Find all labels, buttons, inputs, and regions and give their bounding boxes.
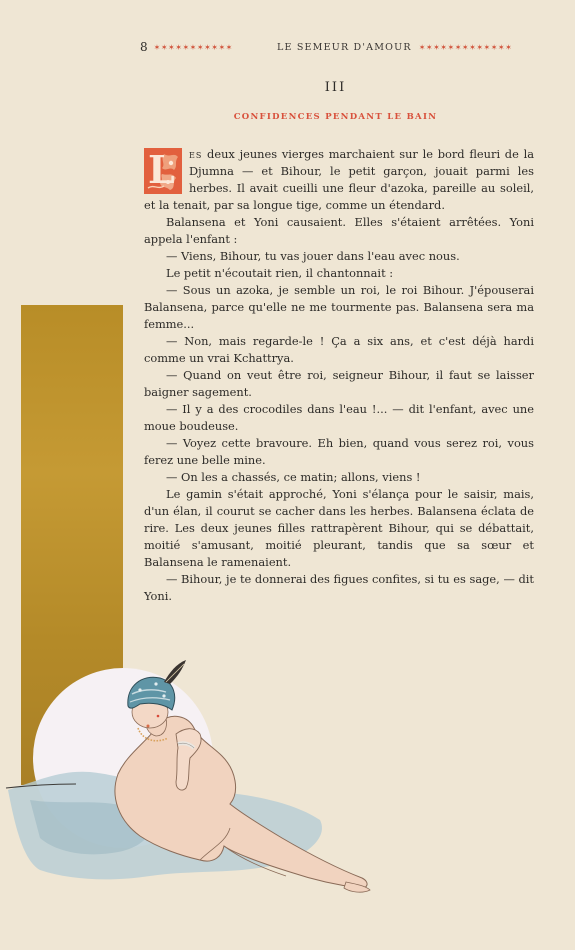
paragraph-9: — Voyez cette bravoure. Eh bien, quand vous serez roi, vous ferez une belle mine. — [144, 436, 534, 467]
ornament-left: ✶✶✶✶✶✶✶✶✶✶✶ — [153, 42, 233, 52]
paragraph-8: — Il y a des crocodiles dans l'eau !... — dit l'enfant, avec une moue boudeuse. — [144, 402, 534, 433]
page-number: 8 — [140, 40, 148, 54]
paragraph-4: Le petit n'écoutait rien, il chantonnait : — [166, 266, 394, 280]
paragraph-11: Le gamin s'était approché, Yoni s'élança pour le saisir, mais, d'un élan, il courut se cacher dans les herbes. Balansena éclata de rire. Les deux jeunes filles rattrapèrent Bihour, qui se débattait, moitié s'amusant, moitié pleurant, tandis que sa sœur et Balansena le ramenaient. — [144, 487, 534, 569]
chapter-number: III — [324, 80, 347, 95]
paragraph-2: Balansena et Yoni causaient. Elles s'étaient arrêtées. Yoni appela l'enfant : — [144, 215, 534, 246]
paragraph-5: — Sous un azoka, je semble un roi, le roi Bihour. J'épouserai Balansena, parce qu'elle ne me tourmente pas. Balansena sera ma femme... — [144, 283, 534, 331]
paragraph-6: — Non, mais regarde-le ! Ça a six ans, et c'est déjà hardi comme un vrai Kchattrya. — [144, 334, 534, 365]
chapter-title: CONFIDENCES PENDANT LE BAIN — [233, 112, 438, 122]
dropcap-letter: L — [148, 148, 175, 192]
paragraph-10: — On les a chassés, ce matin; allons, viens ! — [166, 470, 421, 484]
running-title: LE SEMEUR D'AMOUR — [276, 41, 412, 53]
paragraph-1: L es deux jeunes vierges marchaient sur le bord fleuri de la Djumna — et Bihour, le petit garçon, jouait parmi les herbes. Il avait cueilli une fleur d'azoka, pareille au soleil, et la tenait, par sa longue tige, comme un étendard. — [144, 147, 534, 212]
paragraph-3: — Viens, Bihour, tu vas jouer dans l'eau avec nous. — [166, 249, 460, 263]
ornament-right: ✶✶✶✶✶✶✶✶✶✶✶✶✶ — [418, 42, 513, 52]
paragraph-12: — Bihour, je te donnerai des figues confites, si tu es sage, — dit Yoni. — [144, 572, 534, 603]
paragraph-7: — Quand on veut être roi, seigneur Bihour, il faut se laisser baigner sagement. — [144, 368, 534, 399]
